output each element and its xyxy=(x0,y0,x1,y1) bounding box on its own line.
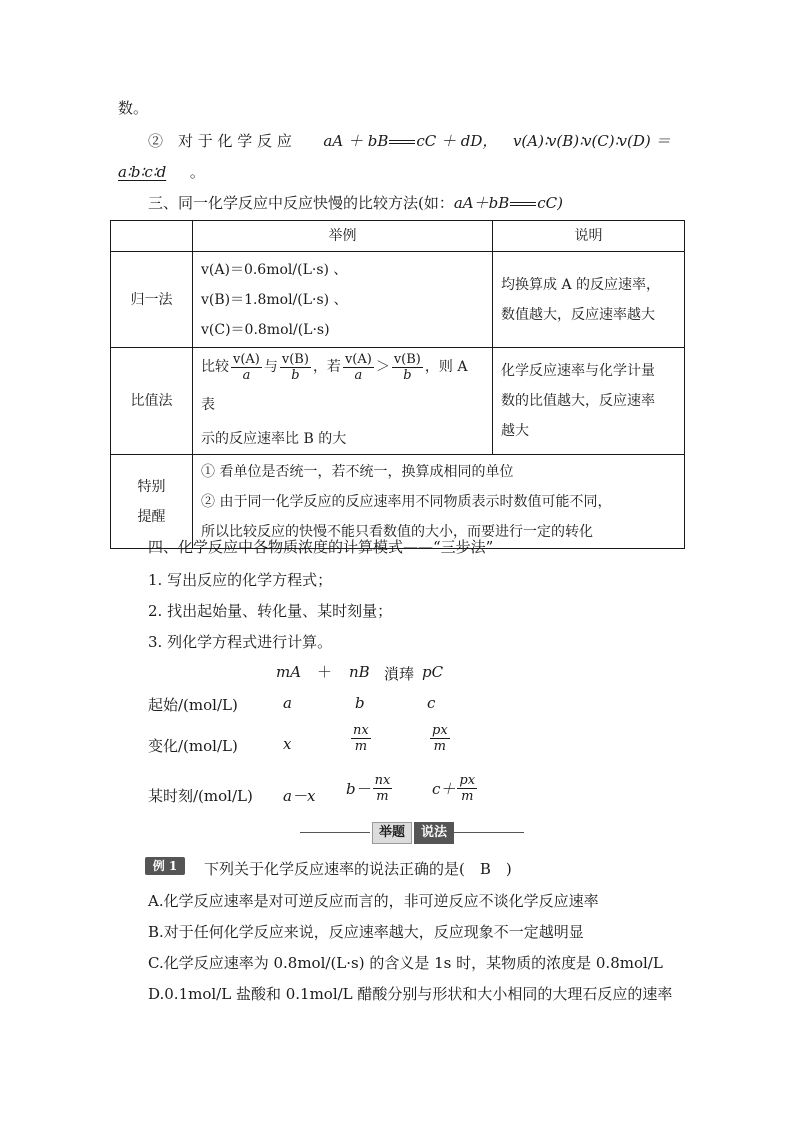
table-row xyxy=(111,348,685,455)
ratio-text: 比较 xyxy=(201,359,229,375)
rule-2-ratio: v(A)∶v(B)∶v(C)∶v(D) ＝ xyxy=(512,132,671,150)
fraction xyxy=(231,352,262,383)
calc-moment-a: a－x xyxy=(283,787,316,805)
calc-moment-c xyxy=(432,773,479,804)
calc-eq-c: pC xyxy=(422,663,444,681)
table-header-example: 举例 xyxy=(193,221,493,252)
rule-2-end: 。 xyxy=(189,163,205,181)
equals-sign-icon xyxy=(510,202,536,206)
table-header-note: 说明 xyxy=(493,221,685,252)
note-line: 越大 xyxy=(501,423,529,439)
calc-moment-b xyxy=(346,773,394,804)
reminder-label-line: 特别 xyxy=(137,478,166,495)
step-3: 3. 列化学方程式进行计算。 xyxy=(148,633,333,651)
comparison-table xyxy=(110,220,685,549)
row-content-reminder xyxy=(193,455,685,549)
rule-2-equation-right: cC ＋ dD， xyxy=(416,132,498,150)
rule-2-equation-left: aA ＋ bB xyxy=(323,132,389,150)
fraction-numerator: v(A) xyxy=(233,351,260,367)
reminder-line: 所以比较反应的快慢不能只看数值的大小，而要进行一定的转化 xyxy=(201,523,593,540)
fraction-numerator: nx xyxy=(374,773,391,788)
section-3-title-text: 三、同一化学反应中反应快慢的比较方法(如： xyxy=(148,194,454,212)
row-label-reminder xyxy=(111,455,193,549)
rule-2-line xyxy=(148,130,671,151)
option-a: A.化学反应速率是对可逆反应而言的，非可逆反应不谈化学反应速率 xyxy=(148,892,599,910)
example-badge: 例 1 xyxy=(145,857,185,875)
fraction-numerator: v(B) xyxy=(281,351,309,367)
example-question: 下列关于化学反应速率的说法正确的是( B ) xyxy=(204,860,512,878)
calc-change-c xyxy=(428,723,452,754)
step-1: 1. 写出反应的化学方程式； xyxy=(148,571,333,589)
row-note-ratio xyxy=(493,348,685,455)
calc-eq-a: mA xyxy=(276,663,302,681)
section-3-eq-right: cC) xyxy=(537,194,563,212)
fraction-numerator: v(B) xyxy=(393,351,421,367)
row-example-normalization xyxy=(193,252,493,348)
calc-change-x: x xyxy=(283,735,292,753)
calc-initial-c: c xyxy=(427,694,436,712)
equals-sign-icon xyxy=(389,140,415,144)
fraction-numerator: v(A) xyxy=(344,351,372,367)
calc-eq-plus: ＋ xyxy=(317,663,333,681)
divider-badge-right: 说法 xyxy=(414,822,454,844)
fraction-denominator: b xyxy=(403,367,412,383)
fraction-numerator: px xyxy=(459,773,476,788)
calc-row-moment-label: 某时刻/(mol/L) xyxy=(148,787,253,805)
row-label-ratio: 比值法 xyxy=(111,348,193,455)
section-4-title: 四、化学反应中各物质浓度的计算模式——“三步法” xyxy=(148,538,494,556)
divider-line-right xyxy=(454,832,524,833)
fraction-numerator: px xyxy=(432,723,448,738)
fraction xyxy=(351,723,371,754)
fraction-denominator: a xyxy=(242,367,251,383)
ratio-text: 与 xyxy=(263,359,278,375)
option-c: C.化学反应速率为 0.8mol/(L·s) 的含义是 1s 时，某物质的浓度是 0.8mol/L xyxy=(148,954,663,972)
reminder-line: ② 由于同一化学反应的反应速率用不同物质表示时数值可能不同， xyxy=(201,493,612,510)
fraction xyxy=(457,773,477,804)
calc-initial-a: a xyxy=(283,694,292,712)
calc-initial-b: b xyxy=(355,694,365,712)
note-line: 数值越大，反应速率越大 xyxy=(501,306,655,323)
ratio-example-line-1 xyxy=(201,348,484,424)
fraction-denominator: m xyxy=(461,789,474,804)
option-b: B.对于任何化学反应来说，反应速率越大，反应现象不一定越明显 xyxy=(148,923,584,941)
fraction-denominator: a xyxy=(354,367,363,383)
example-line: v(B)＝1.8mol/(L·s) 、 xyxy=(201,291,348,308)
intro-continuation: 数。 xyxy=(118,99,149,117)
ratio-text: ，则 A 表 xyxy=(201,359,468,413)
section-3-eq-left: aA＋bB xyxy=(453,194,510,212)
row-label-normalization: 归一法 xyxy=(111,252,193,348)
fraction xyxy=(373,773,393,804)
fraction-denominator: m xyxy=(433,739,446,754)
fraction-denominator: m xyxy=(354,739,368,754)
rule-2-answer: a∶b∶c∶d xyxy=(118,163,167,181)
calc-row-change-label: 变化/(mol/L) xyxy=(148,737,238,755)
fraction xyxy=(343,352,374,383)
rule-2-prefix: ② 对 于 化 学 反 应 xyxy=(148,132,292,150)
ratio-example-line-2: 示的反应速率比 B 的大 xyxy=(201,431,347,447)
calc-eq-arrow: 溑琫 xyxy=(384,665,415,683)
row-note-normalization xyxy=(493,252,685,348)
note-line: 均换算成 A 的反应速率， xyxy=(501,276,661,293)
calc-change-b xyxy=(349,723,373,754)
row-example-ratio xyxy=(193,348,493,455)
divider-line-left xyxy=(300,832,370,833)
calc-row-initial-label: 起始/(mol/L) xyxy=(148,696,238,714)
note-line: 数的比值越大，反应速率 xyxy=(501,393,655,409)
fraction xyxy=(280,352,311,383)
calc-moment-c-prefix: c＋ xyxy=(432,780,456,798)
section-3-title xyxy=(148,192,563,213)
divider-badge-left: 举题 xyxy=(372,822,412,844)
note-line: 化学反应速率与化学计量 xyxy=(501,363,655,379)
reminder-label-line: 提醒 xyxy=(137,508,166,525)
option-d: D.0.1mol/L 盐酸和 0.1mol/L 醋酸分别与形状和大小相同的大理石反应的速率 xyxy=(148,985,673,1003)
reminder-line: ① 看单位是否统一，若不统一，换算成相同的单位 xyxy=(201,463,514,480)
fraction xyxy=(392,352,423,383)
fraction xyxy=(430,723,450,754)
table-row xyxy=(111,455,685,549)
fraction-numerator: nx xyxy=(353,723,369,738)
fraction-denominator: m xyxy=(376,789,389,804)
calc-eq-b: nB xyxy=(349,663,370,681)
example-line: v(C)＝0.8mol/(L·s) xyxy=(201,321,330,338)
table-header-row xyxy=(111,221,685,252)
table-row xyxy=(111,252,685,348)
table-header-empty xyxy=(111,221,193,252)
example-line: v(A)＝0.6mol/(L·s) 、 xyxy=(201,261,348,278)
ratio-text: ，若 xyxy=(312,359,341,375)
step-2: 2. 找出起始量、转化量、某时刻量； xyxy=(148,602,393,620)
calc-moment-b-prefix: b－ xyxy=(346,780,371,798)
fraction-denominator: b xyxy=(291,367,300,383)
greater-than: ＞ xyxy=(375,359,390,375)
rule-2-answer-line xyxy=(118,161,205,182)
